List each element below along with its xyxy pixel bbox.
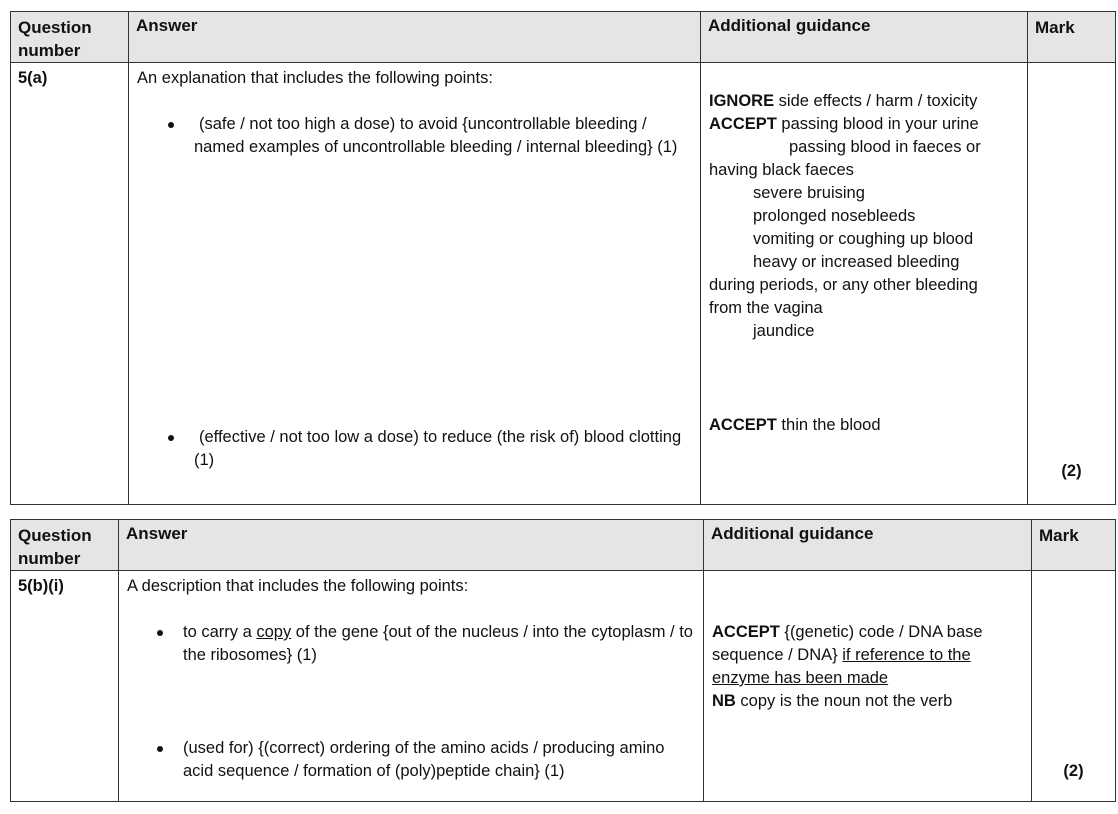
question-number: 5(a) <box>18 69 48 87</box>
guidance-line: severe bruising <box>753 184 865 202</box>
bullet-icon <box>157 746 163 752</box>
ignore-keyword: IGNORE <box>709 92 775 110</box>
header-question-number: Question number <box>11 12 129 63</box>
header-question-number: Question number <box>11 520 119 571</box>
answer-point-1-text: (safe / not too high a dose) to avoid {uncontrollable bleeding / named examples of uncontrollable bleeding / internal bleeding} (1) <box>194 115 678 156</box>
accept-keyword: ACCEPT <box>712 623 780 641</box>
mark-cell <box>1028 63 1116 505</box>
guidance-line: during periods, or any other bleeding <box>709 276 978 294</box>
accept-keyword: ACCEPT <box>709 115 777 133</box>
answer-point-2-text: (effective / not too low a dose) to reduce (the risk of) blood clotting (1) <box>194 428 682 469</box>
answer-point-2 <box>129 426 692 472</box>
header-row <box>11 520 1116 571</box>
answer-point-1 <box>119 621 695 667</box>
guidance-line: heavy or increased bleeding <box>753 253 960 271</box>
guidance-accept-2: ACCEPT thin the blood <box>709 416 881 434</box>
guidance-block <box>712 621 1023 713</box>
guidance-line: vomiting or coughing up blood <box>753 230 974 248</box>
answer-intro: A description that includes the following points: <box>127 577 469 595</box>
guidance-ignore: IGNORE side effects / harm / toxicity <box>709 92 978 110</box>
guidance-line: having black faeces <box>709 161 854 179</box>
header-answer: Answer <box>119 520 704 571</box>
header-row <box>11 12 1116 63</box>
answer-point-2-text: (used for) {(correct) ordering of the amino acids / producing amino acid sequence / formation of (poly)peptide chain} (1) <box>183 739 665 780</box>
question-number-cell <box>11 571 119 802</box>
guidance-line: prolonged nosebleeds <box>753 207 916 225</box>
guidance-line: from the vagina <box>709 299 823 317</box>
guidance-accept: ACCEPT passing blood in your urine <box>709 115 979 133</box>
mark-value: (2) <box>1061 462 1082 480</box>
accept-keyword: ACCEPT <box>709 416 777 434</box>
header-mark: Mark <box>1028 12 1116 63</box>
guidance-nb: NB copy is the noun not the verb <box>712 692 953 710</box>
guidance-cell <box>701 63 1028 505</box>
answer-point-1 <box>129 113 692 159</box>
bullet-icon <box>157 630 163 636</box>
answer-row <box>11 571 1116 802</box>
bullet-icon <box>168 435 174 441</box>
header-guidance: Additional guidance <box>701 12 1028 63</box>
question-number: 5(b)(i) <box>18 577 64 595</box>
mark-cell <box>1032 571 1116 802</box>
nb-keyword: NB <box>712 692 736 710</box>
answer-cell <box>119 571 704 802</box>
question-number-cell <box>11 63 129 505</box>
answer-point-1-text: to carry a copy of the gene {out of the nucleus / into the cytoplasm / to the ribosomes} (1) <box>183 623 693 664</box>
answer-cell <box>129 63 701 505</box>
header-answer: Answer <box>129 12 701 63</box>
header-mark: Mark <box>1032 520 1116 571</box>
answer-intro: An explanation that includes the following points: <box>137 69 493 87</box>
guidance-line: passing blood in faeces or <box>789 138 981 156</box>
guidance-block <box>709 90 1019 343</box>
bullet-icon <box>168 122 174 128</box>
guidance-accept: ACCEPT {(genetic) code / DNA base sequence / DNA} if reference to the enzyme has been made <box>712 623 983 687</box>
mark-scheme-table-5bi <box>10 519 1116 802</box>
answer-point-2 <box>119 737 695 783</box>
header-guidance: Additional guidance <box>704 520 1032 571</box>
answer-row <box>11 63 1116 505</box>
mark-value: (2) <box>1063 762 1084 780</box>
guidance-line: jaundice <box>753 322 815 340</box>
guidance-cell <box>704 571 1032 802</box>
mark-scheme-table-5a <box>10 11 1116 505</box>
